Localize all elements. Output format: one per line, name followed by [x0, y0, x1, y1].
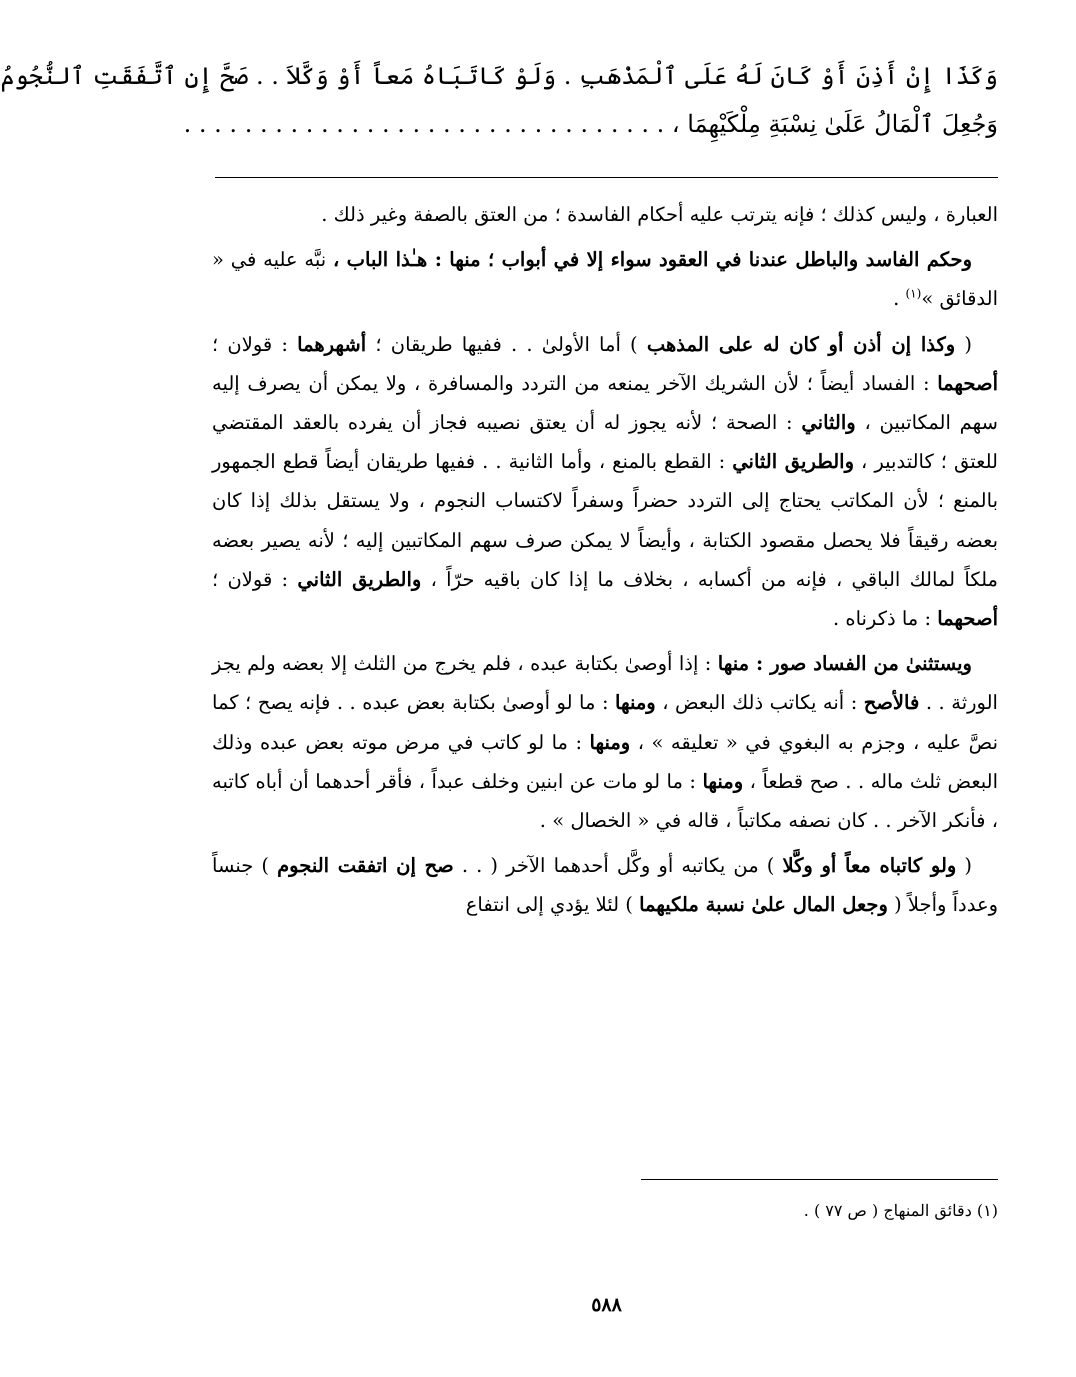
paragraph-text: : أنه يكاتب ذلك البعض ، — [655, 691, 864, 715]
bold-text: وحكم الفاسد والباطل عندنا في العقود سواء إلا في أبواب ؛ منها : هـٰذا الباب ، — [332, 248, 972, 272]
bold-text: والطريق الثاني — [297, 567, 422, 591]
paragraph-text: : قولان ؛ — [212, 332, 298, 356]
paragraph-text: العبارة ، وليس كذلك ؛ فإنه يترتب عليه أحكام الفاسدة ؛ من العتق بالصفة وغير ذلك . — [321, 203, 998, 226]
paragraph-text: نبَّه عليه في « الدقائق » — [212, 248, 998, 311]
paragraph-text: : ما ذكرناه . — [832, 607, 938, 631]
paragraph-text: ) لئلا يؤدي إلى انتفاع — [465, 893, 640, 917]
paragraph-text: : قولان ؛ — [212, 567, 298, 591]
paragraph-text: ) جنساً وعدداً وأجلاً ( — [212, 854, 998, 917]
paragraph-text: ( — [956, 854, 973, 878]
bold-text: أشهرهما — [297, 332, 367, 356]
bold-text: والطريق الثاني — [732, 450, 855, 474]
footnote-separator — [641, 1179, 998, 1180]
commentary-paragraph — [212, 195, 998, 234]
paragraph-text: : الفساد أيضاً ؛ لأن الشريك الآخر يمنعه من التردد والمسافرة ، ولا يمكن أن يصرف إليه سهم المكاتبين ، — [212, 371, 998, 435]
main-text — [0, 52, 998, 148]
paragraph-text: ) من يكاتبه أو وكَّل أحدهما الآخر ( . . — [453, 854, 783, 878]
paragraph-text: : ما لو كاتب في مرض موته بعض عبده وذلك البعض ثلث ماله . . صح قطعاً ، — [212, 730, 998, 793]
bold-text: وكذا إن أذن أو كان له على المذهب — [646, 332, 956, 356]
bold-text: أصحهما — [937, 371, 998, 395]
paragraph-text: : القطع بالمنع ، وأما الثانية . . ففيها طريقان أيضاً قطع الجمهور بالمنع ؛ لأن المكاتب يحتاج إلى التردد حضراً وسفراً لاكتساب النجوم ، ولا يستقل بذلك إذا كان بعضه رقيقاً فلا يحصل مقصود الكتابة ، وأيضاً لا يمكن صرف سهم المكاتبين إليه ؛ لأنه يصير بعضه ملكاً لمالك الباقي ، فإنه من أكسابه ، بخلاف ما إذا كان باقيه حرّاً ، — [212, 450, 998, 591]
bold-text: ولو كاتباه معاً أو وكَّلا — [782, 854, 957, 878]
commentary-text — [212, 195, 998, 931]
paragraph-text: ) أما الأولىٰ . . ففيها طريقان ؛ — [366, 332, 647, 356]
paragraph-text: : ما لو أوصىٰ بكتابة بعض عبده . . فإنه يصح ؛ كما نصَّ عليه ، وجزم به البغوي في « تعليقه » ، — [212, 691, 998, 754]
bold-text: وجعل المال علىٰ نسبة ملكيهما — [639, 893, 888, 917]
bold-text: والثاني — [801, 411, 856, 435]
paragraph-text: : إذا أوصىٰ بكتابة عبده ، فلم يخرج من الثلث إلا بعضه ولم يجز الورثة . . — [212, 652, 998, 715]
footnote-reference[interactable]: (١) — [905, 286, 922, 301]
bold-text: ويستثنىٰ من الفساد صور : منها — [717, 652, 972, 676]
paragraph-text: . — [893, 287, 906, 311]
main-text-line: وَجُعِلَ ٱلْمَالُ عَلَىٰ نِسْبَةِ مِلْكَيْهِمَا ، . . . . . . . . . . . . . . . . . . . . . . . . . . . . . . . . — [183, 110, 998, 138]
page-number: ٥٨٨ — [591, 1294, 622, 1316]
bold-text: ومنها — [702, 769, 744, 793]
separator-rule — [215, 177, 998, 178]
commentary-paragraph — [212, 325, 998, 639]
main-text-line: وَكَذَا إِنْ أَذِنَ أَوْ كَانَ لَهُ عَلَى ٱلْمَذْهَبِ . وَلَوْ كَاتَبَاهُ مَعاً أَوْ وَكَّلاَ . . صَحَّ إِنِ ٱتَّفَقَتِ ٱلنُّجُومُ — [0, 62, 998, 90]
paragraph-text: : الصحة ؛ لأنه يجوز له أن يعتق نصيبه فجاز أن يفرده بالعقد المقتضي للعتق ؛ كالتدبير ، — [212, 411, 998, 474]
bold-text: ومنها — [615, 691, 656, 715]
commentary-paragraph — [212, 644, 998, 840]
bold-text: صح إن اتفقت النجوم — [277, 854, 454, 878]
bold-text: فالأصح — [863, 691, 920, 715]
commentary-paragraph — [212, 846, 998, 924]
footnote: (١) دقائق المنهاج ( ص ٧٧ ) . — [803, 1201, 998, 1220]
bold-text: أصحهما — [937, 607, 998, 631]
paragraph-text: ( — [955, 332, 972, 356]
bold-text: ومنها — [589, 730, 631, 754]
commentary-paragraph — [212, 240, 998, 318]
paragraph-text: : ما لو مات عن ابنين وخلف عبداً ، فأقر أحدهما أن أباه كاتبه ، فأنكر الآخر . . كان نصفه مكاتباً ، قاله في « الخصال » . — [212, 769, 998, 833]
